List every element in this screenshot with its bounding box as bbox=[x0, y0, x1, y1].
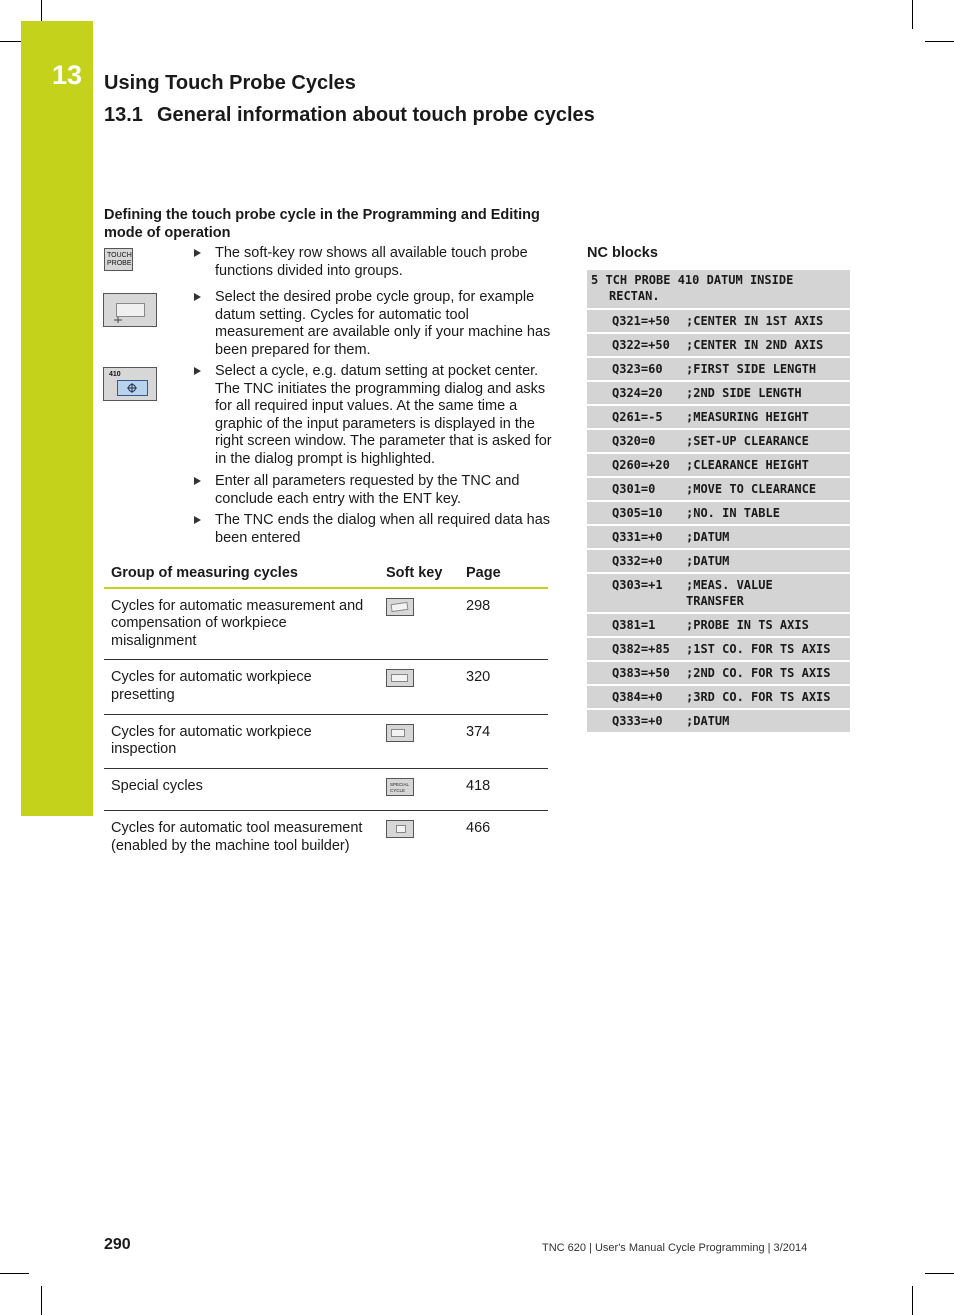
nc-row: Q303=+1 ;MEAS. VALUE TRANSFER bbox=[587, 574, 850, 612]
nc-blocks-title: NC blocks bbox=[587, 245, 658, 261]
datum-group-softkey-icon bbox=[103, 293, 157, 327]
table-row: Cycles for automatic measurement and compensation of workpiece misalignment 298 bbox=[104, 588, 548, 660]
nc-row: Q332=+0 ;DATUM bbox=[587, 550, 850, 572]
crop-mark bbox=[925, 1273, 954, 1274]
page-number: 290 bbox=[104, 1236, 131, 1253]
special-cycle-softkey-icon: SPECIAL CYCLE bbox=[386, 778, 414, 796]
bullet-arrow-icon bbox=[194, 516, 201, 524]
nc-row: Q331=+0 ;DATUM bbox=[587, 526, 850, 548]
nc-blocks-table bbox=[587, 268, 850, 734]
nc-row: Q324=20 ;2ND SIDE LENGTH bbox=[587, 382, 850, 404]
nc-row: Q305=10 ;NO. IN TABLE bbox=[587, 502, 850, 524]
measuring-cycle-groups-table bbox=[104, 561, 548, 865]
crop-mark bbox=[925, 41, 954, 42]
bullet-arrow-icon bbox=[194, 477, 201, 485]
inspection-softkey-icon bbox=[386, 724, 414, 742]
nc-row: Q320=0 ;SET-UP CLEARANCE bbox=[587, 430, 850, 452]
header-soft-key: Soft key bbox=[379, 561, 459, 588]
bullet-arrow-icon bbox=[194, 293, 201, 301]
header-group: Group of measuring cycles bbox=[104, 561, 379, 588]
chapter-title: Using Touch Probe Cycles bbox=[104, 72, 356, 94]
probe-marker-icon bbox=[113, 316, 123, 324]
touch-probe-label-2: PROBE bbox=[107, 260, 132, 267]
bullet-arrow-icon bbox=[194, 367, 201, 375]
touch-probe-softkey-icon bbox=[104, 248, 133, 271]
chapter-band bbox=[21, 21, 93, 816]
section-number: 13.1 bbox=[104, 104, 143, 126]
table-row: Cycles for automatic workpiece inspection 374 bbox=[104, 714, 548, 768]
table-row: Special cycles SPECIAL CYCLE 418 bbox=[104, 768, 548, 811]
defining-heading: Defining the touch probe cycle in the Programming and Editing mode of operation bbox=[104, 207, 540, 241]
table-row: Cycles for automatic tool measurement (enabled by the machine tool builder) 466 bbox=[111, 820, 491, 854]
nc-row: Q321=+50 ;CENTER IN 1ST AXIS bbox=[587, 310, 850, 332]
crop-mark bbox=[0, 1273, 29, 1274]
bullet-arrow-icon bbox=[194, 249, 201, 257]
header-page: Page bbox=[459, 561, 548, 588]
tool-measurement-softkey-icon bbox=[386, 820, 414, 838]
cycle-410-label: 410 bbox=[109, 371, 121, 378]
section-title-text: General information about touch probe cycles bbox=[156, 104, 595, 126]
touch-probe-label-1: TOUCH bbox=[107, 252, 132, 259]
crop-mark bbox=[41, 1286, 42, 1315]
datum-crosshair-icon bbox=[127, 383, 137, 393]
step-2: Select the desired probe cycle group, for example datum setting. Cycles for automatic tool measurement are available only if your machine has been prepared for them. bbox=[194, 289, 554, 359]
nc-row: Q382=+85 ;1ST CO. FOR TS AXIS bbox=[587, 638, 850, 660]
nc-row: Q384=+0 ;3RD CO. FOR TS AXIS bbox=[587, 686, 850, 708]
nc-row: Q322=+50 ;CENTER IN 2ND AXIS bbox=[587, 334, 850, 356]
step-5: The TNC ends the dialog when all required data has been entered bbox=[194, 512, 554, 547]
crop-mark bbox=[912, 0, 913, 29]
nc-row: Q261=-5 ;MEASURING HEIGHT bbox=[587, 406, 850, 428]
nc-row: Q381=1 ;PROBE IN TS AXIS bbox=[587, 614, 850, 636]
crop-mark bbox=[41, 0, 42, 21]
step-4: Enter all parameters requested by the TNC and conclude each entry with the ENT key. bbox=[194, 473, 554, 508]
nc-first-line: 5 TCH PROBE 410 DATUM INSIDE RECTAN. bbox=[587, 270, 850, 308]
step-1: The soft-key row shows all available touch probe functions divided into groups. bbox=[194, 245, 554, 280]
table-header-row bbox=[104, 561, 548, 588]
nc-row: Q260=+20 ;CLEARANCE HEIGHT bbox=[587, 454, 850, 476]
table-row: Cycles for automatic workpiece presetting 320 bbox=[104, 660, 548, 714]
cycle-410-softkey-icon bbox=[103, 367, 157, 401]
crop-mark bbox=[912, 1286, 913, 1315]
nc-row: Q383=+50 ;2ND CO. FOR TS AXIS bbox=[587, 662, 850, 684]
nc-row: Q301=0 ;MOVE TO CLEARANCE bbox=[587, 478, 850, 500]
footer-text: TNC 620 | User's Manual Cycle Programming | 3/2014 bbox=[542, 1242, 808, 1254]
presetting-softkey-icon bbox=[386, 669, 414, 687]
misalignment-softkey-icon bbox=[386, 598, 414, 616]
section-title bbox=[104, 104, 595, 127]
chapter-number: 13 bbox=[52, 60, 83, 90]
crop-mark bbox=[0, 41, 21, 42]
step-3: Select a cycle, e.g. datum setting at pocket center. The TNC initiates the programming dialog and asks for all required input values. At the same time a graphic of the input parameters is displayed in the right screen window. The parameter that is asked for in the dialog prompt is highlighted. bbox=[194, 363, 554, 469]
nc-row: Q333=+0 ;DATUM bbox=[587, 710, 850, 732]
nc-row: Q323=60 ;FIRST SIDE LENGTH bbox=[587, 358, 850, 380]
